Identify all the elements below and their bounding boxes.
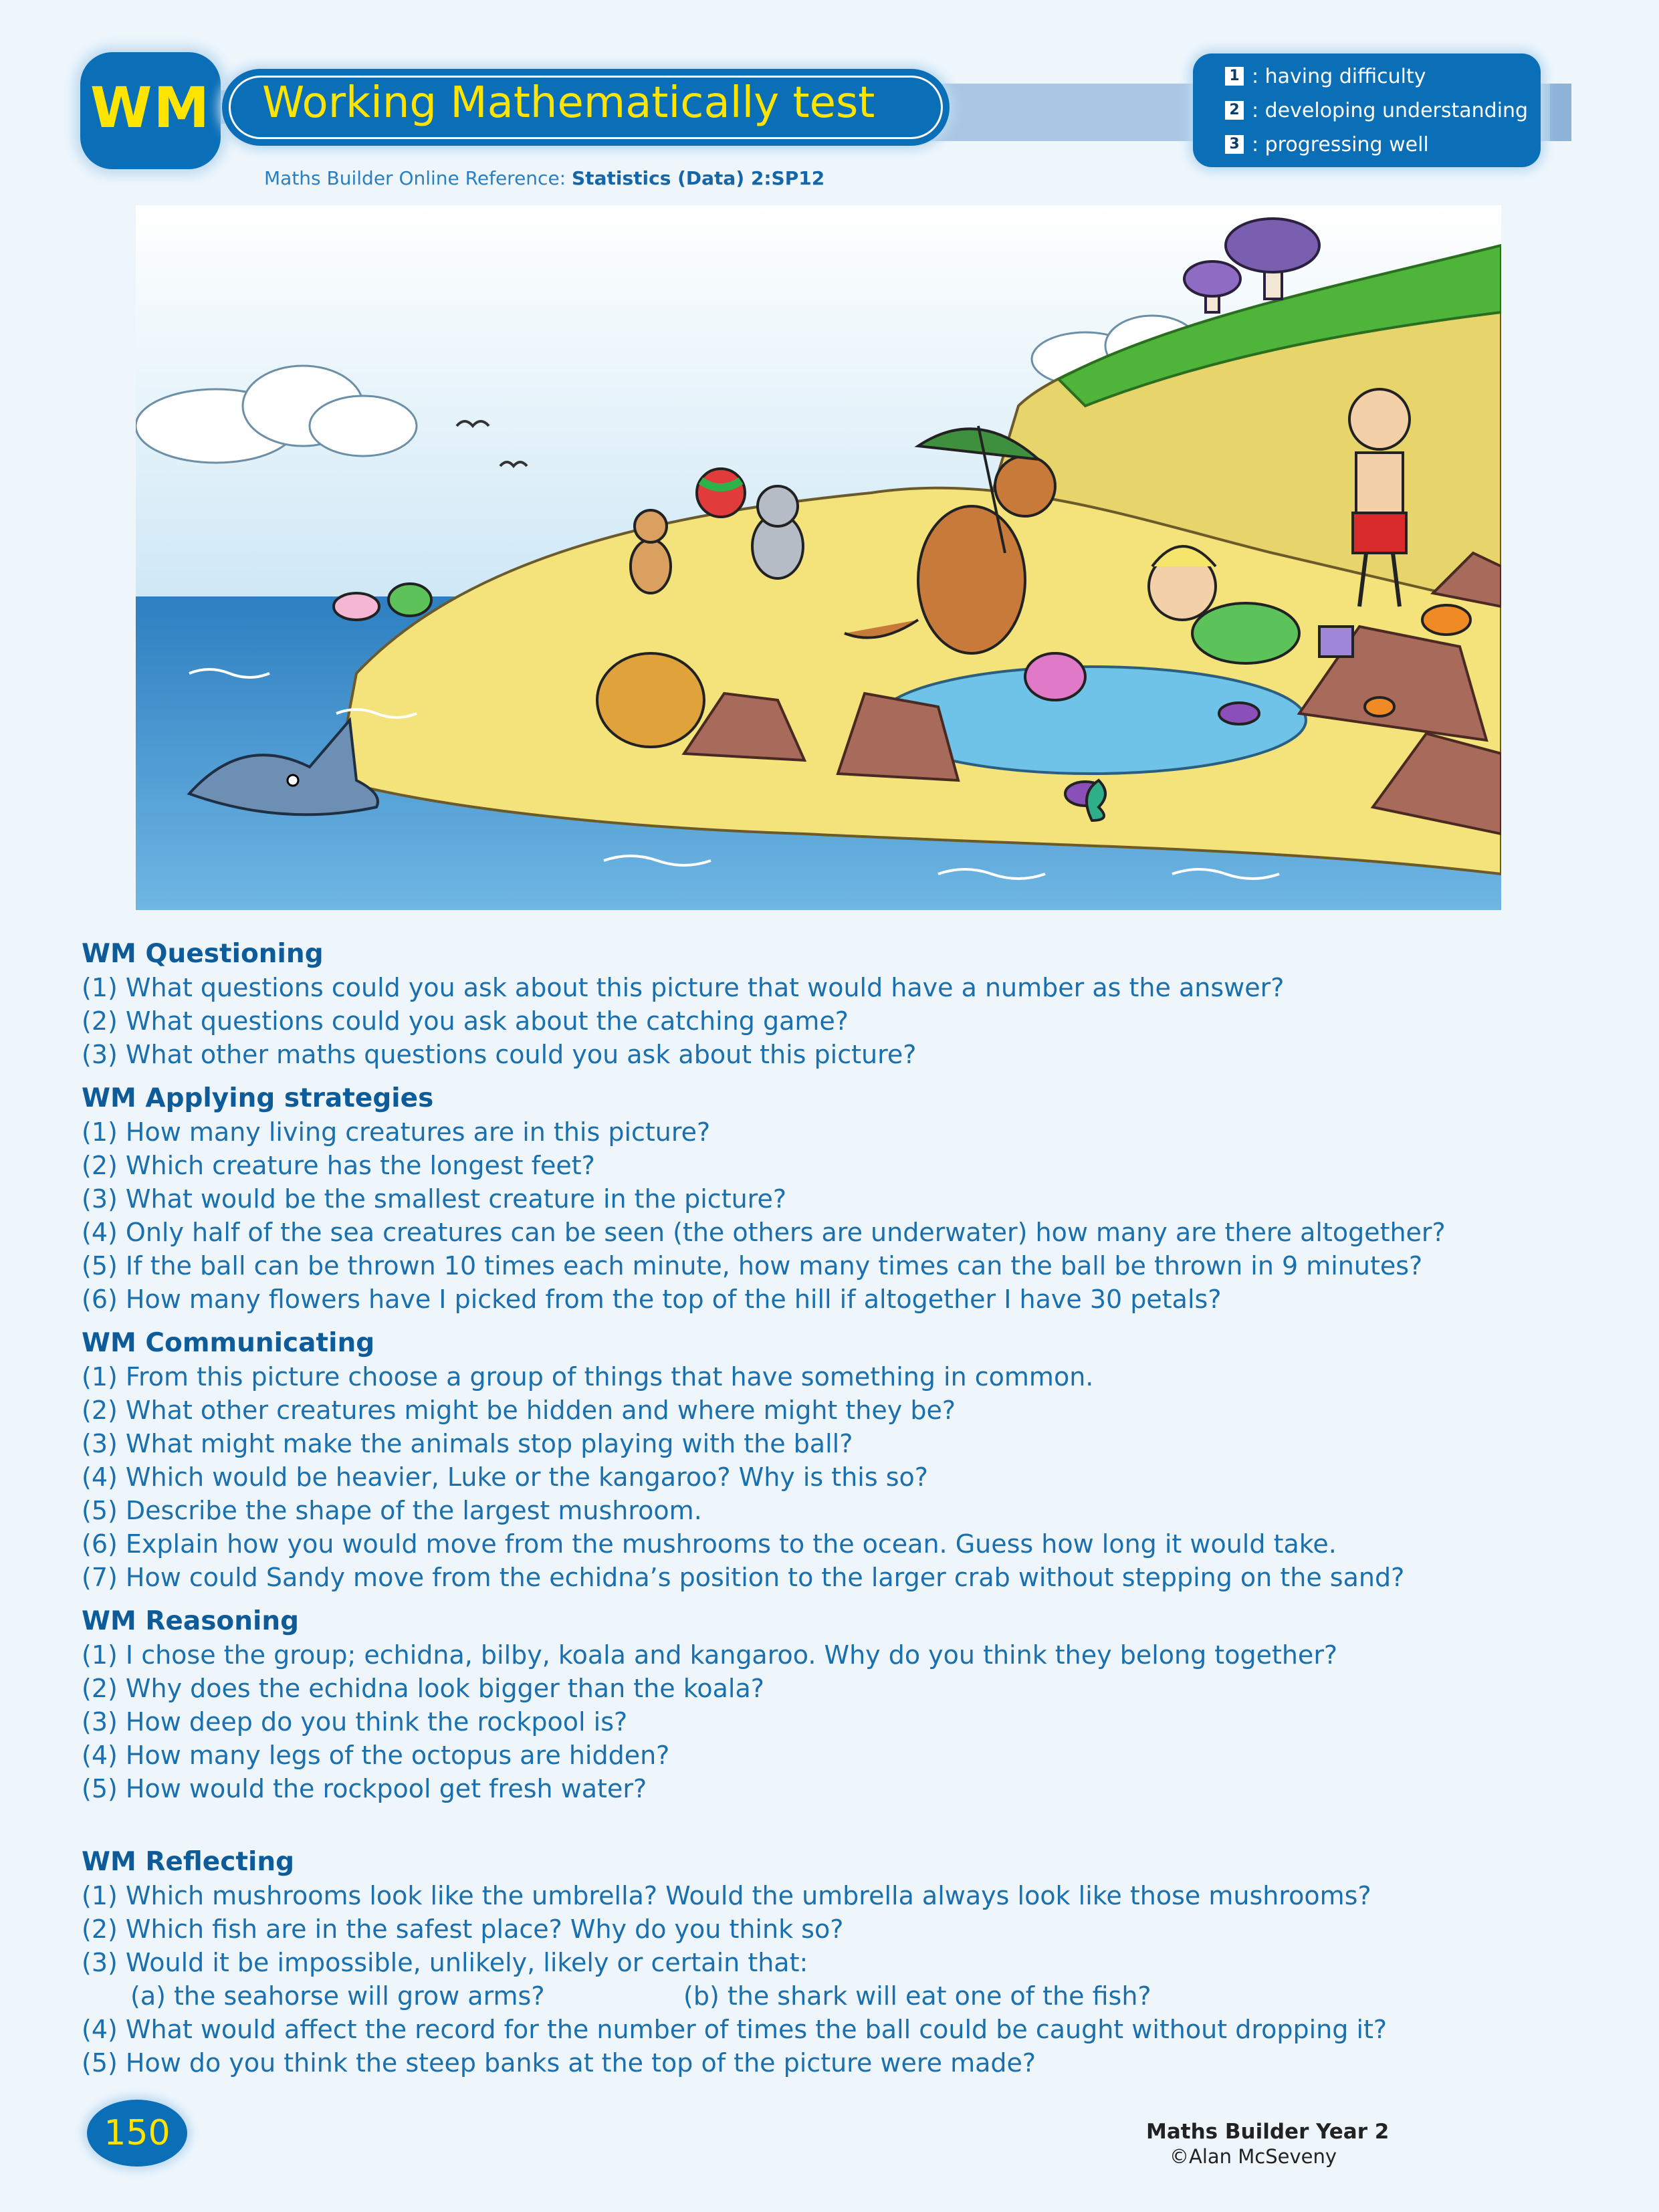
sub-question-row-inner	[82, 1979, 1593, 2013]
book-title: Maths Builder Year 2	[1146, 2120, 1390, 2144]
question-item: (1) From this picture choose a group of things that have something in common.	[82, 1362, 1094, 1392]
beach-ball-icon	[697, 469, 745, 517]
reference-value: Statistics (Data) 2:SP12	[572, 167, 825, 189]
wm-badge	[80, 52, 221, 169]
question-item: (4) What would affect the record for the number of times the ball could be caught without dropping it?	[82, 2015, 1388, 2044]
legend-item	[1225, 62, 1426, 91]
legend-item	[1225, 130, 1429, 159]
bucket-icon	[1319, 627, 1353, 657]
question-item: (3) What would be the smallest creature in the picture?	[82, 1184, 787, 1214]
page-number-badge	[87, 2100, 187, 2167]
question-item: (5) Describe the shape of the largest mushroom.	[82, 1496, 702, 1525]
page-number: 150	[104, 2113, 171, 2153]
beach-illustration	[136, 205, 1501, 910]
section-title-questioning: WM Questioning	[82, 939, 324, 969]
question-item: (2) Which creature has the longest feet?	[82, 1151, 595, 1180]
question-item: (3) Would it be impossible, unlikely, likely or certain that:	[82, 1948, 808, 1977]
question-item: (6) How many flowers have I picked from the top of the hill if altogether I have 30 petals?	[82, 1285, 1222, 1314]
question-item: (3) How deep do you think the rockpool is?	[82, 1707, 628, 1737]
question-item: (1) What questions could you ask about this picture that would have a number as the answer?	[82, 973, 1285, 1002]
question-item: (3) What might make the animals stop playing with the ball?	[82, 1429, 853, 1458]
legend-label: : having difficulty	[1252, 64, 1426, 88]
question-item: (1) How many living creatures are in this picture?	[82, 1117, 711, 1147]
echidna-icon	[597, 653, 704, 747]
legend-number: 1	[1225, 67, 1244, 86]
question-item: (1) Which mushrooms look like the umbrella? Would the umbrella always look like those mushrooms?	[82, 1881, 1371, 1910]
beach-scene-svg	[136, 205, 1501, 910]
bilby-icon	[631, 510, 671, 593]
wm-badge-label: WM	[90, 75, 211, 140]
question-item: (2) Why does the echidna look bigger than the koala?	[82, 1674, 764, 1703]
question-item: (4) Only half of the sea creatures can be seen (the others are underwater) how many are there altogether?	[82, 1218, 1446, 1247]
reference-label: Maths Builder Online Reference:	[264, 167, 566, 189]
legend-number: 3	[1225, 135, 1244, 154]
legend-label: : progressing well	[1252, 132, 1429, 156]
koala-icon	[752, 486, 803, 578]
sub-question-row	[82, 1979, 1593, 2013]
section-title-reasoning: WM Reasoning	[82, 1606, 300, 1636]
question-item: (2) What questions could you ask about the catching game?	[82, 1006, 849, 1036]
legend-label: : developing understanding	[1252, 98, 1529, 122]
sub-question-b: (b) the shark will eat one of the fish?	[683, 1981, 1151, 2011]
question-item: (2) Which fish are in the safest place? Why do you think so?	[82, 1914, 844, 1944]
octopus-icon	[1025, 653, 1085, 700]
header-strip-end	[1550, 84, 1571, 141]
legend-item	[1225, 96, 1528, 125]
question-item: (5) If the ball can be thrown 10 times each minute, how many times can the ball be thrown in 9 minutes?	[82, 1251, 1423, 1281]
question-item: (4) Which would be heavier, Luke or the kangaroo? Why is this so?	[82, 1462, 928, 1492]
sub-question-a: (a) the seahorse will grow arms?	[130, 1981, 545, 2011]
section-title-reflecting: WM Reflecting	[82, 1847, 295, 1877]
section-title-communicating: WM Communicating	[82, 1328, 375, 1358]
question-item: (5) How do you think the steep banks at the top of the picture were made?	[82, 2048, 1036, 2078]
section-title-applying: WM Applying strategies	[82, 1083, 434, 1113]
question-item: (7) How could Sandy move from the echidna’s position to the larger crab without stepping on the sand?	[82, 1563, 1405, 1592]
question-item: (4) How many legs of the octopus are hidden?	[82, 1741, 670, 1770]
legend-number: 2	[1225, 101, 1244, 120]
copyright: ©Alan McSeveny	[1169, 2145, 1337, 2168]
progress-legend	[1193, 53, 1541, 167]
page-title: Working Mathematically test	[262, 78, 875, 128]
question-item: (2) What other creatures might be hidden and where might they be?	[82, 1396, 956, 1425]
questions-area	[82, 937, 1593, 2080]
question-item: (3) What other maths questions could you ask about this picture?	[82, 1040, 917, 1069]
question-item: (5) How would the rockpool get fresh water?	[82, 1774, 647, 1803]
question-item: (1) I chose the group; echidna, bilby, koala and kangaroo. Why do you think they belong together?	[82, 1640, 1338, 1670]
question-item: (6) Explain how you would move from the mushrooms to the ocean. Guess how long it would take.	[82, 1529, 1337, 1559]
title-banner	[222, 69, 950, 146]
online-reference	[264, 167, 824, 189]
